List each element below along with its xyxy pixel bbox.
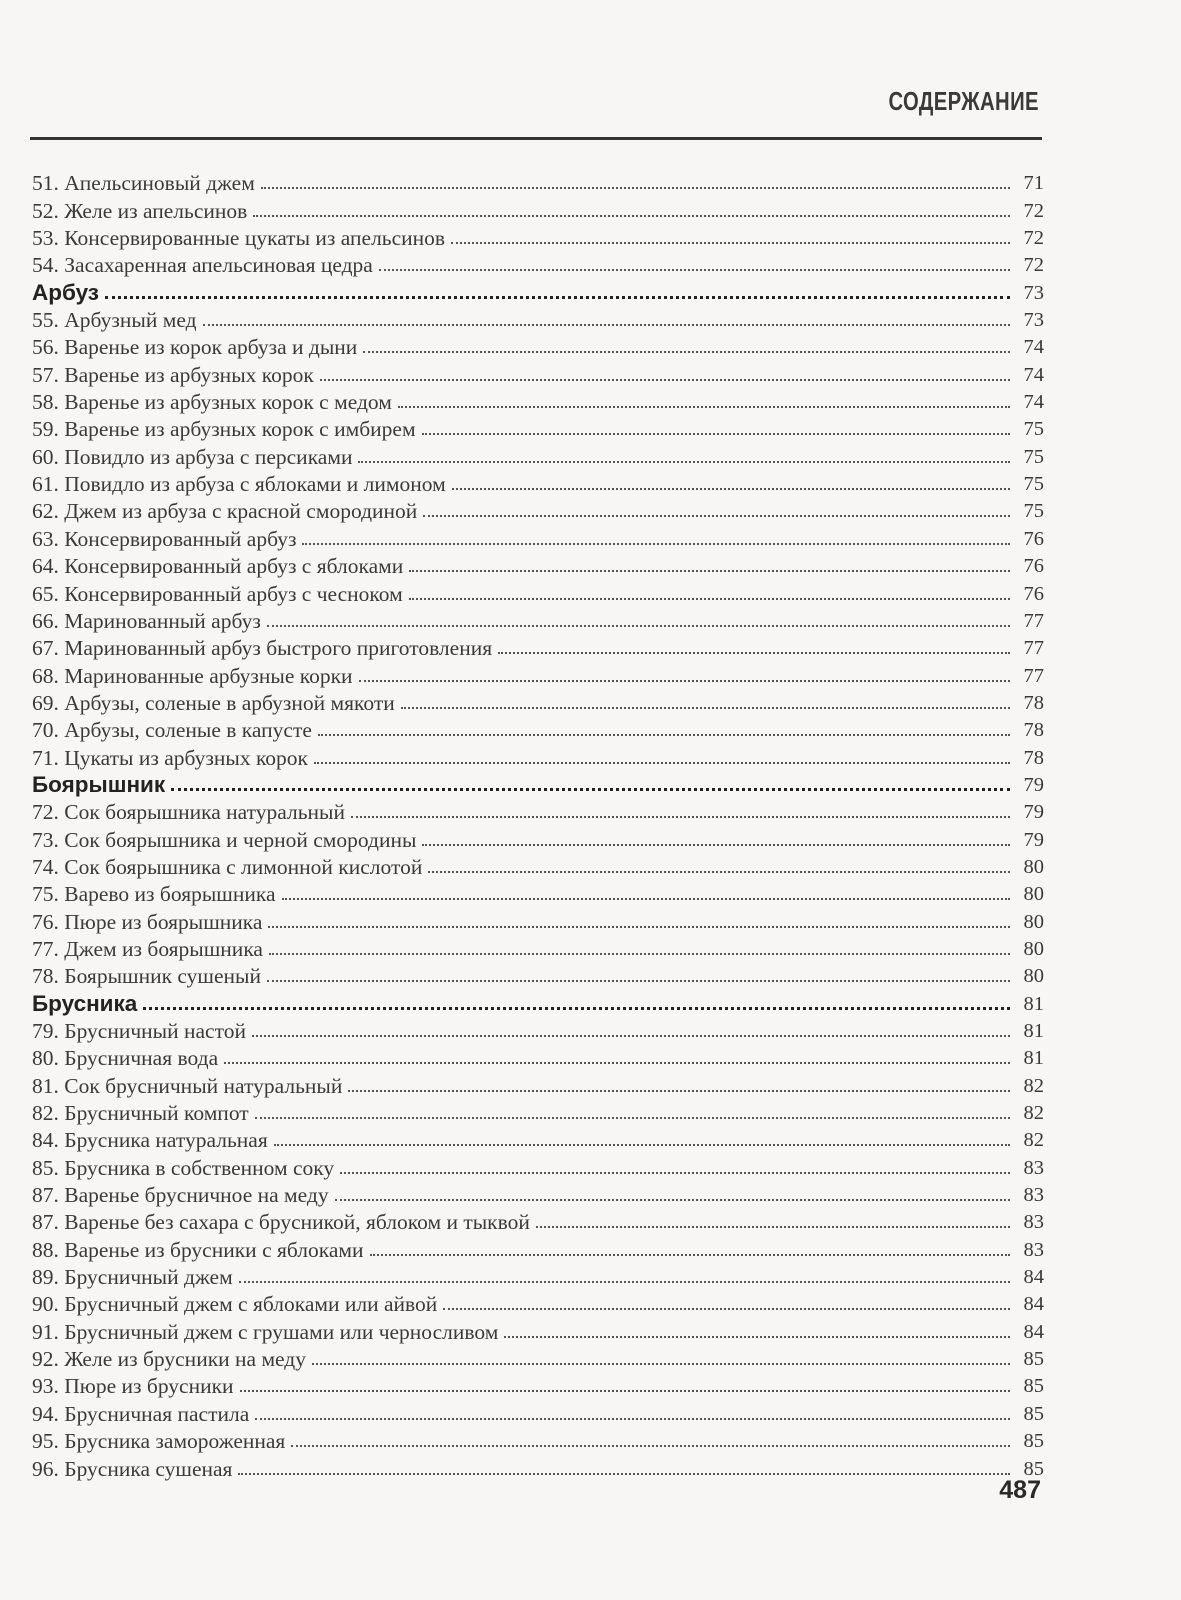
toc-entry-label: 84. Брусника натуральная: [32, 1128, 268, 1153]
toc-entry-page: 83: [1023, 1211, 1044, 1234]
toc-entry-label: 87. Варенье брусничное на меду: [32, 1183, 329, 1208]
toc-entry-label: 93. Пюре из брусники: [32, 1374, 234, 1399]
toc-entry: [32, 523, 1044, 550]
toc-entry-label: 59. Варенье из арбузных корок с имбирем: [32, 417, 416, 442]
dot-leader: [238, 1473, 1010, 1475]
toc-entry: [32, 824, 1044, 851]
toc-entry: [32, 578, 1044, 605]
toc-entry-page: 79: [1023, 828, 1044, 851]
toc-section-heading: [32, 770, 1044, 797]
dot-leader: [314, 762, 1010, 764]
toc-entry: [32, 387, 1044, 414]
toc-entry-label: 76. Пюре из боярышника: [32, 909, 263, 934]
toc-entry-label: 70. Арбузы, соленые в капусте: [32, 718, 312, 743]
toc-entry-page: 81: [1023, 1047, 1044, 1070]
dot-leader: [253, 215, 1010, 217]
toc-entry-label: 71. Цукаты из арбузных корок: [32, 745, 309, 770]
dot-leader: [335, 1199, 1010, 1201]
toc-entry: [32, 1125, 1044, 1152]
toc-entry-label: 63. Консервированный арбуз: [32, 526, 297, 551]
toc-entry-page: 74: [1023, 391, 1044, 414]
dot-leader: [504, 1336, 1010, 1338]
toc-entry: [32, 1262, 1044, 1289]
toc-entry-label: 72. Сок боярышника натуральный: [32, 800, 345, 825]
toc-entry-page: 85: [1023, 1375, 1044, 1398]
toc-entry: [32, 906, 1044, 933]
toc-entry: [32, 934, 1044, 961]
dot-leader: [203, 324, 1010, 326]
toc-entry-label: 94. Брусничная пастила: [32, 1401, 250, 1426]
dot-leader: [363, 351, 1010, 353]
toc-entry: [32, 469, 1044, 496]
toc-section-heading: [32, 988, 1044, 1015]
toc-entry-page: 71: [1023, 172, 1044, 195]
dot-leader: [398, 406, 1010, 408]
toc-entry: [32, 1016, 1044, 1043]
dot-leader: [536, 1226, 1010, 1228]
dot-leader: [320, 379, 1010, 381]
toc-entry: [32, 852, 1044, 879]
dot-leader: [269, 953, 1010, 955]
toc-entry-label: 82. Брусничный компот: [32, 1101, 249, 1126]
toc-entry: [32, 332, 1044, 359]
toc-entry: [32, 1098, 1044, 1125]
toc-entry-page: 77: [1023, 664, 1044, 687]
toc-entry-page: 84: [1023, 1266, 1044, 1289]
toc-entry: [32, 688, 1044, 715]
dot-leader: [409, 598, 1010, 600]
toc-entry: [32, 1398, 1044, 1425]
toc-entry-page: 85: [1023, 1402, 1044, 1425]
toc-entry-page: 75: [1023, 500, 1044, 523]
toc-entry: [32, 1207, 1044, 1234]
dot-leader: [422, 844, 1010, 846]
toc-entry-page: 80: [1023, 910, 1044, 933]
toc-entry-label: 61. Повидло из арбуза с яблоками и лимоном: [32, 472, 446, 497]
toc-entry-page: 76: [1023, 582, 1044, 605]
toc-entry-page: 77: [1023, 609, 1044, 632]
toc-entry-label: 69. Арбузы, соленые в арбузной мякоти: [32, 690, 395, 715]
toc-entry: [32, 1453, 1044, 1480]
dot-leader: [422, 433, 1010, 435]
dot-leader: [105, 296, 1010, 299]
toc-entry-page: 80: [1023, 883, 1044, 906]
dot-leader: [239, 1281, 1010, 1283]
toc-entry-page: 83: [1023, 1238, 1044, 1261]
page-number: 487: [999, 1476, 1041, 1504]
running-header-title: СОДЕРЖАНИЕ: [888, 86, 1039, 116]
header-rule: [30, 137, 1042, 140]
dot-leader: [348, 1090, 1010, 1092]
toc-entry-label: 91. Брусничный джем с грушами или черносливом: [32, 1319, 499, 1344]
toc-entry-label: 78. Боярышник сушеный: [32, 964, 261, 989]
toc-entry: [32, 1289, 1044, 1316]
toc-entry-label: 60. Повидло из арбуза с персиками: [32, 444, 353, 469]
dot-leader: [267, 980, 1010, 982]
toc-entry: [32, 414, 1044, 441]
toc-entry: [32, 1152, 1044, 1179]
toc-entry-label: 58. Варенье из арбузных корок с медом: [32, 390, 392, 415]
dot-leader: [171, 788, 1010, 791]
toc-entry-page: 79: [1023, 773, 1044, 796]
toc-entry-page: 81: [1023, 1020, 1044, 1042]
dot-leader: [252, 1035, 1010, 1037]
toc-entry: [32, 1426, 1044, 1453]
dot-leader: [423, 515, 1010, 517]
toc-entry-page: 78: [1023, 691, 1044, 714]
dot-leader: [255, 1418, 1010, 1420]
dot-leader: [351, 816, 1010, 818]
dot-leader: [451, 242, 1010, 244]
toc-entry-page: 82: [1023, 1129, 1044, 1152]
dot-leader: [370, 1254, 1010, 1256]
dot-leader: [255, 1117, 1010, 1119]
dot-leader: [312, 1363, 1010, 1365]
toc-entry-page: 85: [1023, 1457, 1044, 1480]
toc-entry-label: 62. Джем из арбуза с красной смородиной: [32, 499, 418, 524]
toc-entry: [32, 961, 1044, 988]
toc-entry: [32, 879, 1044, 906]
toc-entry-page: 75: [1023, 473, 1044, 496]
dot-leader: [267, 625, 1010, 627]
dot-leader: [261, 187, 1010, 189]
toc-entry-page: 74: [1023, 363, 1044, 386]
toc-entry-label: 80. Брусничная вода: [32, 1046, 219, 1071]
toc-entry-page: 72: [1023, 254, 1044, 277]
toc-entry-page: 72: [1023, 227, 1044, 250]
toc-entry-label: 95. Брусника замороженная: [32, 1429, 286, 1454]
toc-entry-label: 54. Засахаренная апельсиновая цедра: [32, 253, 373, 278]
dot-leader: [428, 871, 1010, 873]
toc-entry: [32, 441, 1044, 468]
toc-entry-page: 84: [1023, 1293, 1044, 1316]
toc-entry-label: 56. Варенье из корок арбуза и дыни: [32, 335, 358, 360]
toc-entry-label: 73. Сок боярышника и черной смородины: [32, 827, 417, 852]
dot-leader: [291, 1445, 1010, 1447]
toc-entry-page: 76: [1023, 527, 1044, 550]
toc-entry-label: 88. Варенье из брусники с яблоками: [32, 1237, 364, 1262]
toc-entry-page: 73: [1023, 281, 1044, 304]
dot-leader: [409, 570, 1010, 572]
toc-entry-page: 78: [1023, 719, 1044, 742]
toc-entry: [32, 715, 1044, 742]
toc-entry-label: 96. Брусника сушеная: [32, 1456, 233, 1481]
toc-entry-page: 80: [1023, 937, 1044, 960]
toc-entry-label: 55. Арбузный мед: [32, 308, 197, 333]
dot-leader: [224, 1062, 1010, 1064]
dot-leader: [318, 734, 1010, 736]
toc-entry-page: 73: [1023, 309, 1044, 332]
toc-entry-page: 83: [1023, 1156, 1044, 1179]
toc-entry-page: 75: [1023, 445, 1044, 468]
toc-entry: [32, 1180, 1044, 1207]
dot-leader: [143, 1007, 1010, 1010]
toc-entry-label: 79. Брусничный настой: [32, 1019, 246, 1043]
toc-entry-page: 76: [1023, 555, 1044, 578]
toc-entry: [32, 551, 1044, 578]
toc-entry-label: 57. Варенье из арбузных корок: [32, 362, 314, 387]
toc-entry-page: 80: [1023, 855, 1044, 878]
toc-entry: [32, 606, 1044, 633]
dot-leader: [498, 652, 1010, 654]
toc-entry-label: Боярышник: [32, 771, 166, 797]
toc-entry-label: 51. Апельсиновый джем: [32, 171, 255, 196]
dot-leader: [240, 1390, 1010, 1392]
toc-entry-label: 75. Варево из боярышника: [32, 882, 276, 907]
dot-leader: [452, 488, 1010, 490]
toc-entry: [32, 742, 1044, 769]
toc-entry-label: 67. Маринованный арбуз быстрого приготовления: [32, 636, 493, 661]
toc-entry-label: 87. Варенье без сахара с брусникой, яблоком и тыквой: [32, 1210, 530, 1235]
toc-entry-label: 92. Желе из брусники на меду: [32, 1347, 306, 1372]
toc-entry-label: 52. Желе из апельсинов: [32, 198, 248, 223]
dot-leader: [401, 707, 1010, 709]
toc-entry-page: 81: [1023, 992, 1044, 1015]
toc-entry: [32, 1043, 1044, 1070]
toc-entry-page: 83: [1023, 1184, 1044, 1207]
dot-leader: [340, 1172, 1010, 1174]
toc-entry-label: Брусника: [32, 990, 138, 1016]
table-of-contents: [32, 168, 1044, 1481]
toc-entry-page: 82: [1023, 1102, 1044, 1125]
toc-entry: [32, 1344, 1044, 1371]
toc-entry-label: 66. Маринованный арбуз: [32, 608, 261, 633]
toc-entry: [32, 633, 1044, 660]
toc-entry-label: Арбуз: [32, 279, 99, 305]
toc-entry-page: 80: [1023, 965, 1044, 988]
toc-entry-page: 82: [1023, 1074, 1044, 1097]
toc-entry: [32, 195, 1044, 222]
toc-entry-label: 65. Консервированный арбуз с чесноком: [32, 581, 403, 606]
toc-entry-label: 85. Брусника в собственном соку: [32, 1155, 335, 1180]
toc-entry: [32, 1371, 1044, 1398]
toc-entry-page: 74: [1023, 336, 1044, 359]
toc-entry-label: 77. Джем из боярышника: [32, 936, 263, 961]
toc-entry-page: 79: [1023, 801, 1044, 824]
toc-entry-label: 90. Брусничный джем с яблоками или айвой: [32, 1292, 438, 1317]
toc-entry: [32, 1234, 1044, 1261]
toc-entry-label: 64. Консервированный арбуз с яблоками: [32, 554, 404, 579]
toc-entry: [32, 168, 1044, 195]
toc-entry-label: 74. Сок боярышника с лимонной кислотой: [32, 854, 423, 879]
dot-leader: [268, 926, 1010, 928]
toc-entry-label: 81. Сок брусничный натуральный: [32, 1073, 343, 1098]
toc-entry: [32, 250, 1044, 277]
toc-entry: [32, 359, 1044, 386]
toc-entry-page: 85: [1023, 1348, 1044, 1371]
dot-leader: [274, 1144, 1010, 1146]
toc-entry-label: 53. Консервированные цукаты из апельсинов: [32, 226, 446, 251]
toc-entry-page: 78: [1023, 746, 1044, 769]
toc-section-heading: [32, 277, 1044, 304]
toc-entry: [32, 1070, 1044, 1097]
dot-leader: [379, 269, 1010, 271]
dot-leader: [358, 461, 1010, 463]
toc-entry-page: 75: [1023, 418, 1044, 441]
toc-entry-page: 77: [1023, 637, 1044, 660]
dot-leader: [443, 1308, 1010, 1310]
dot-leader: [359, 680, 1010, 682]
toc-entry: [32, 305, 1044, 332]
toc-entry: [32, 496, 1044, 523]
toc-entry-page: 72: [1023, 199, 1044, 222]
toc-entry: [32, 1316, 1044, 1343]
toc-entry-page: 85: [1023, 1430, 1044, 1453]
toc-entry-page: 84: [1023, 1320, 1044, 1343]
toc-entry-label: 89. Брусничный джем: [32, 1265, 233, 1290]
toc-entry-label: 68. Маринованные арбузные корки: [32, 663, 353, 688]
dot-leader: [302, 543, 1010, 545]
dot-leader: [282, 898, 1010, 900]
toc-entry: [32, 660, 1044, 687]
toc-entry: [32, 797, 1044, 824]
toc-entry: [32, 223, 1044, 250]
